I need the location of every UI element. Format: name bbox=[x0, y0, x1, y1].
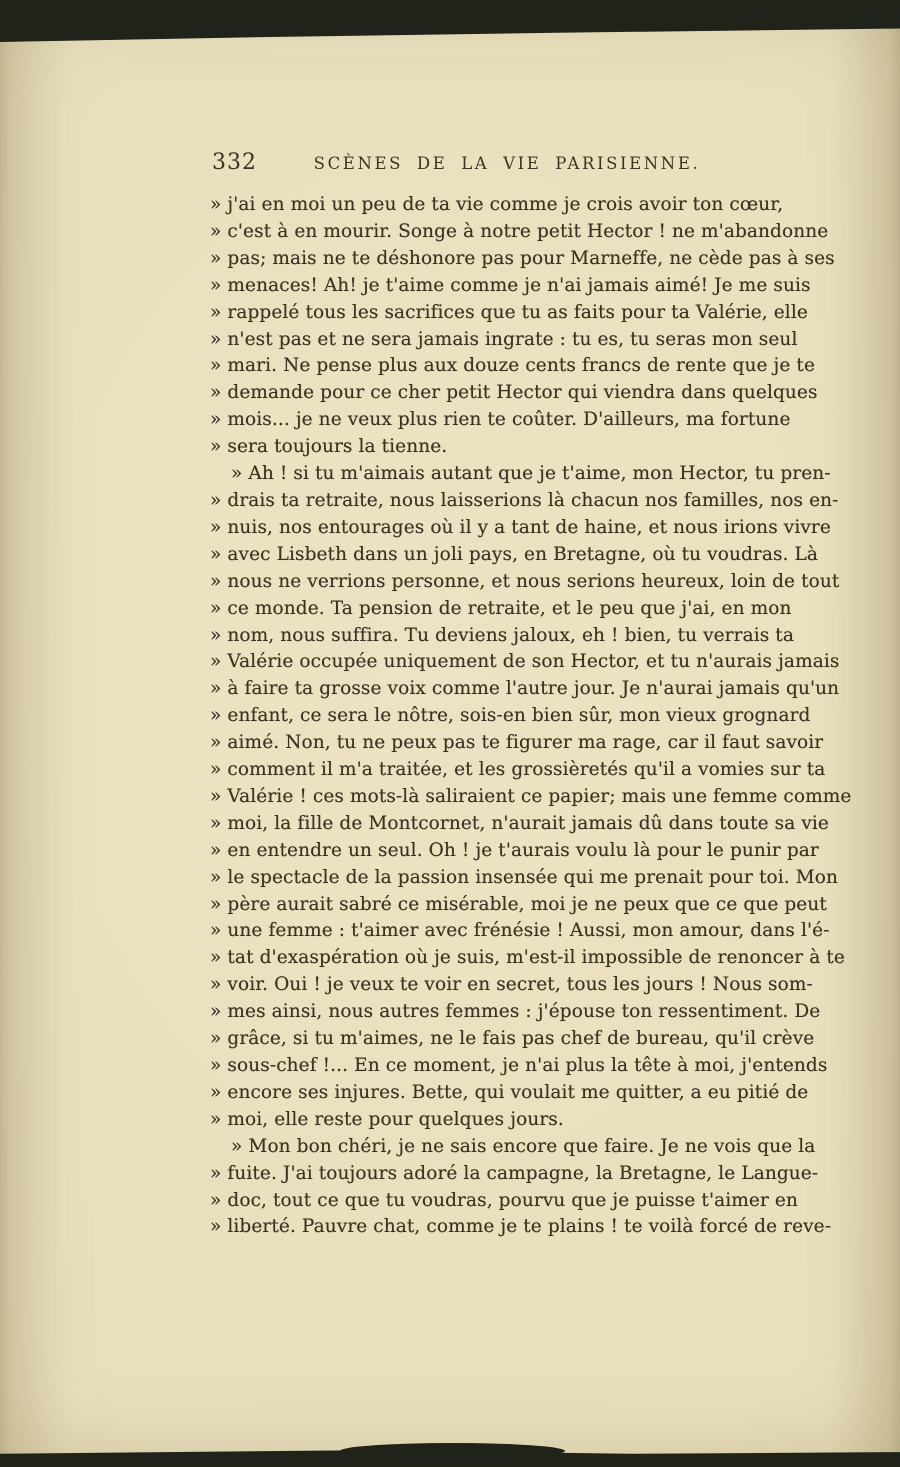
text-line: » demande pour ce cher petit Hector qui viendra dans quelques bbox=[210, 382, 818, 404]
text-line: » sous-chef !... En ce moment, je n'ai plus la tête à moi, j'entends bbox=[210, 1055, 828, 1076]
text-line: » ce monde. Ta pension de retraite, et le peu que j'ai, en mon bbox=[210, 597, 792, 619]
text-line: » n'est pas et ne sera jamais ingrate : tu es, tu seras mon seul bbox=[210, 328, 798, 350]
text-line: » Mon bon chéri, je ne sais encore que faire. Je ne vois que la bbox=[231, 1135, 816, 1157]
text-line: » doc, tout ce que tu voudras, pourvu que je puisse t'aimer en bbox=[210, 1189, 798, 1211]
text-line: » encore ses injures. Bette, qui voulait me quitter, a eu pitié de bbox=[210, 1081, 809, 1103]
text-line: » enfant, ce sera le nôtre, sois-en bien sûr, mon vieux grognard bbox=[210, 705, 811, 727]
text-line: » Valérie ! ces mots-là saliraient ce papier; mais une femme comme bbox=[210, 785, 852, 807]
text-line: » une femme : t'aimer avec frénésie ! Aussi, mon amour, dans l'é- bbox=[210, 920, 830, 942]
paragraph bbox=[210, 1134, 832, 1242]
text-line: » voir. Oui ! je veux te voir en secret, tous les jours ! Nous som- bbox=[210, 974, 813, 996]
text-line: » sera toujours la tienne. bbox=[210, 436, 448, 458]
text-line: » grâce, si tu m'aimes, ne le fais pas chef de bureau, qu'il crève bbox=[210, 1028, 815, 1050]
running-title: SCÈNES DE LA VIE PARISIENNE. bbox=[313, 154, 701, 173]
text-line: » moi, la fille de Montcornet, n'aurait jamais dû dans toute sa vie bbox=[210, 812, 829, 834]
text-line: » Valérie occupée uniquement de son Hector, et tu n'aurais jamais bbox=[210, 651, 840, 673]
text-line: » fuite. J'ai toujours adoré la campagne, la Bretagne, le Langue- bbox=[210, 1162, 819, 1184]
text-line: » Ah ! si tu m'aimais autant que je t'aime, mon Hector, tu pren- bbox=[231, 463, 831, 485]
text-line: » liberté. Pauvre chat, comme je te plains ! te voilà forcé de reve- bbox=[210, 1216, 832, 1238]
text-line: » comment il m'a traitée, et les grossièretés qu'il a vomies sur ta bbox=[210, 759, 826, 781]
text-line: » mes ainsi, nous autres femmes : j'épouse ton ressentiment. De bbox=[210, 1001, 821, 1023]
page-number: 332 bbox=[212, 150, 257, 175]
text-block bbox=[210, 192, 852, 1241]
text-line: » mari. Ne pense plus aux douze cents francs de rente que je te bbox=[210, 355, 815, 377]
text-line: » tat d'exaspération où je suis, m'est-il impossible de renoncer à te bbox=[210, 947, 845, 969]
text-line: » drais ta retraite, nous laisserions là chacun nos familles, nos en- bbox=[210, 489, 839, 511]
text-line: » c'est à en mourir. Songe à notre petit Hector ! ne m'abandonne bbox=[210, 220, 829, 242]
text-line: » rappelé tous les sacrifices que tu as faits pour ta Valérie, elle bbox=[210, 301, 808, 323]
text-line: » mois... je ne veux plus rien te coûter. D'ailleurs, ma fortune bbox=[210, 409, 791, 431]
text-line: » aimé. Non, tu ne peux pas te figurer ma rage, car il faut savoir bbox=[210, 732, 824, 754]
paragraph bbox=[210, 461, 852, 1134]
text-line: » à faire ta grosse voix comme l'autre jour. Je n'aurai jamais qu'un bbox=[210, 678, 840, 700]
text-line: » pas; mais ne te déshonore pas pour Marneffe, ne cède pas à ses bbox=[210, 247, 835, 269]
scan-dark-edge-top bbox=[0, 0, 900, 42]
text-line: » nous ne verrions personne, et nous serions heureux, loin de tout bbox=[210, 570, 840, 592]
text-line: » en entendre un seul. Oh ! je t'aurais voulu là pour le punir par bbox=[210, 839, 819, 861]
text-line: » le spectacle de la passion insensée qui me prenait pour toi. Mon bbox=[210, 866, 839, 888]
text-line: » j'ai en moi un peu de ta vie comme je crois avoir ton cœur, bbox=[210, 194, 784, 215]
text-line: » avec Lisbeth dans un joli pays, en Bretagne, où tu voudras. Là bbox=[210, 543, 819, 565]
text-line: » nom, nous suffira. Tu deviens jaloux, eh ! bien, tu verrais ta bbox=[210, 624, 794, 646]
text-line: » moi, elle reste pour quelques jours. bbox=[210, 1108, 564, 1130]
paragraph bbox=[210, 192, 835, 461]
text-line: » nuis, nos entourages où il y a tant de haine, et nous irions vivre bbox=[210, 516, 831, 538]
text-line: » père aurait sabré ce misérable, moi je ne peux que ce que peut bbox=[210, 893, 827, 915]
text-line: » menaces! Ah! je t'aime comme je n'ai jamais aimé! Je me suis bbox=[210, 274, 811, 296]
page-header bbox=[210, 150, 804, 180]
